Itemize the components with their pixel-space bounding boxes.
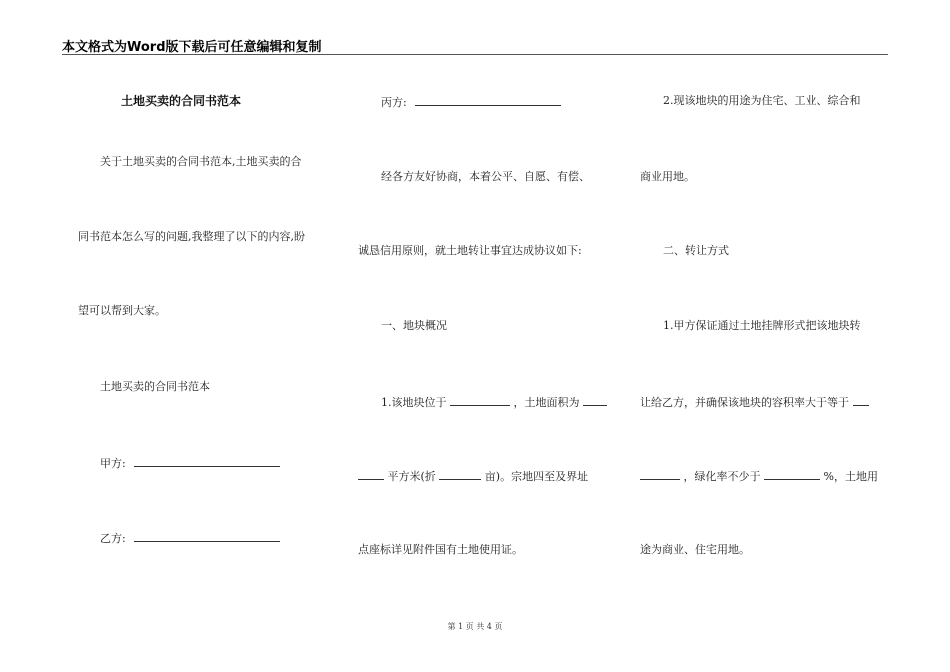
intro-line-1: 关于土地买卖的合同书范本,土地买卖的合 [100,155,302,168]
section-1-heading: 一、地块概况 [381,319,447,332]
plot-ratio-blank-start [853,394,869,406]
document-title: 土地买卖的合同书范本 [121,94,242,108]
item-1-boundary-label: 亩)。宗地四至及界址 [484,470,589,483]
consultation-line-2: 诚恳信用原则，就土地转让事宜达成协议如下: [358,244,582,257]
contract-subtitle: 土地买卖的合同书范本 [100,380,210,393]
intro-line-3: 望可以帮到大家。 [78,304,166,317]
page-footer: 第 1 页 共 4 页 [447,622,503,631]
header-banner-text: 本文格式为Word版下载后可任意编辑和复制 [62,40,322,55]
item-2-line-1: 2.现该地块的用途为住宅、工业、综合和 [663,94,861,107]
consultation-line-1: 经各方友好协商，本着公平、自愿、有偿、 [381,170,590,183]
section-2-heading: 二、转让方式 [663,244,729,257]
party-a-label: 甲方: [100,457,126,470]
transfer-line-2-row [640,394,869,410]
transfer-line-2: 让给乙方，并确保该地块的容积率大于等于 [640,396,849,409]
greening-rate-blank [764,468,820,480]
party-c-label: 丙方: [381,96,407,109]
plot-ratio-blank-end [640,468,680,480]
item-1-sqm-label: 平方米(折 [387,470,436,483]
item-1-row-2 [358,468,588,484]
location-blank [450,394,510,406]
item-1-row-1 [381,394,607,410]
item-2-line-2: 商业用地。 [640,170,695,183]
item-1-location-label: 1.该地块位于 [381,396,447,409]
land-use-label: %，土地用 [823,470,878,483]
greening-label: ，绿化率不少于 [683,470,761,483]
intro-line-2: 同书范本怎么写的问题,我整理了以下的内容,盼 [78,230,305,243]
area-blank-end [358,468,384,480]
item-1-row-3: 点座标详见附件国有土地使用证。 [358,543,523,556]
transfer-line-3-row [640,468,878,484]
party-c-row [381,94,561,110]
transfer-line-4: 途为商业、住宅用地。 [640,543,750,556]
party-c-blank [415,94,561,106]
party-b-label: 乙方: [100,532,126,545]
area-blank-start [583,394,607,406]
mu-blank [439,468,481,480]
item-1-area-label: ，土地面积为 [513,396,580,409]
transfer-line-1: 1.甲方保证通过土地挂牌形式把该地块转 [663,319,861,332]
